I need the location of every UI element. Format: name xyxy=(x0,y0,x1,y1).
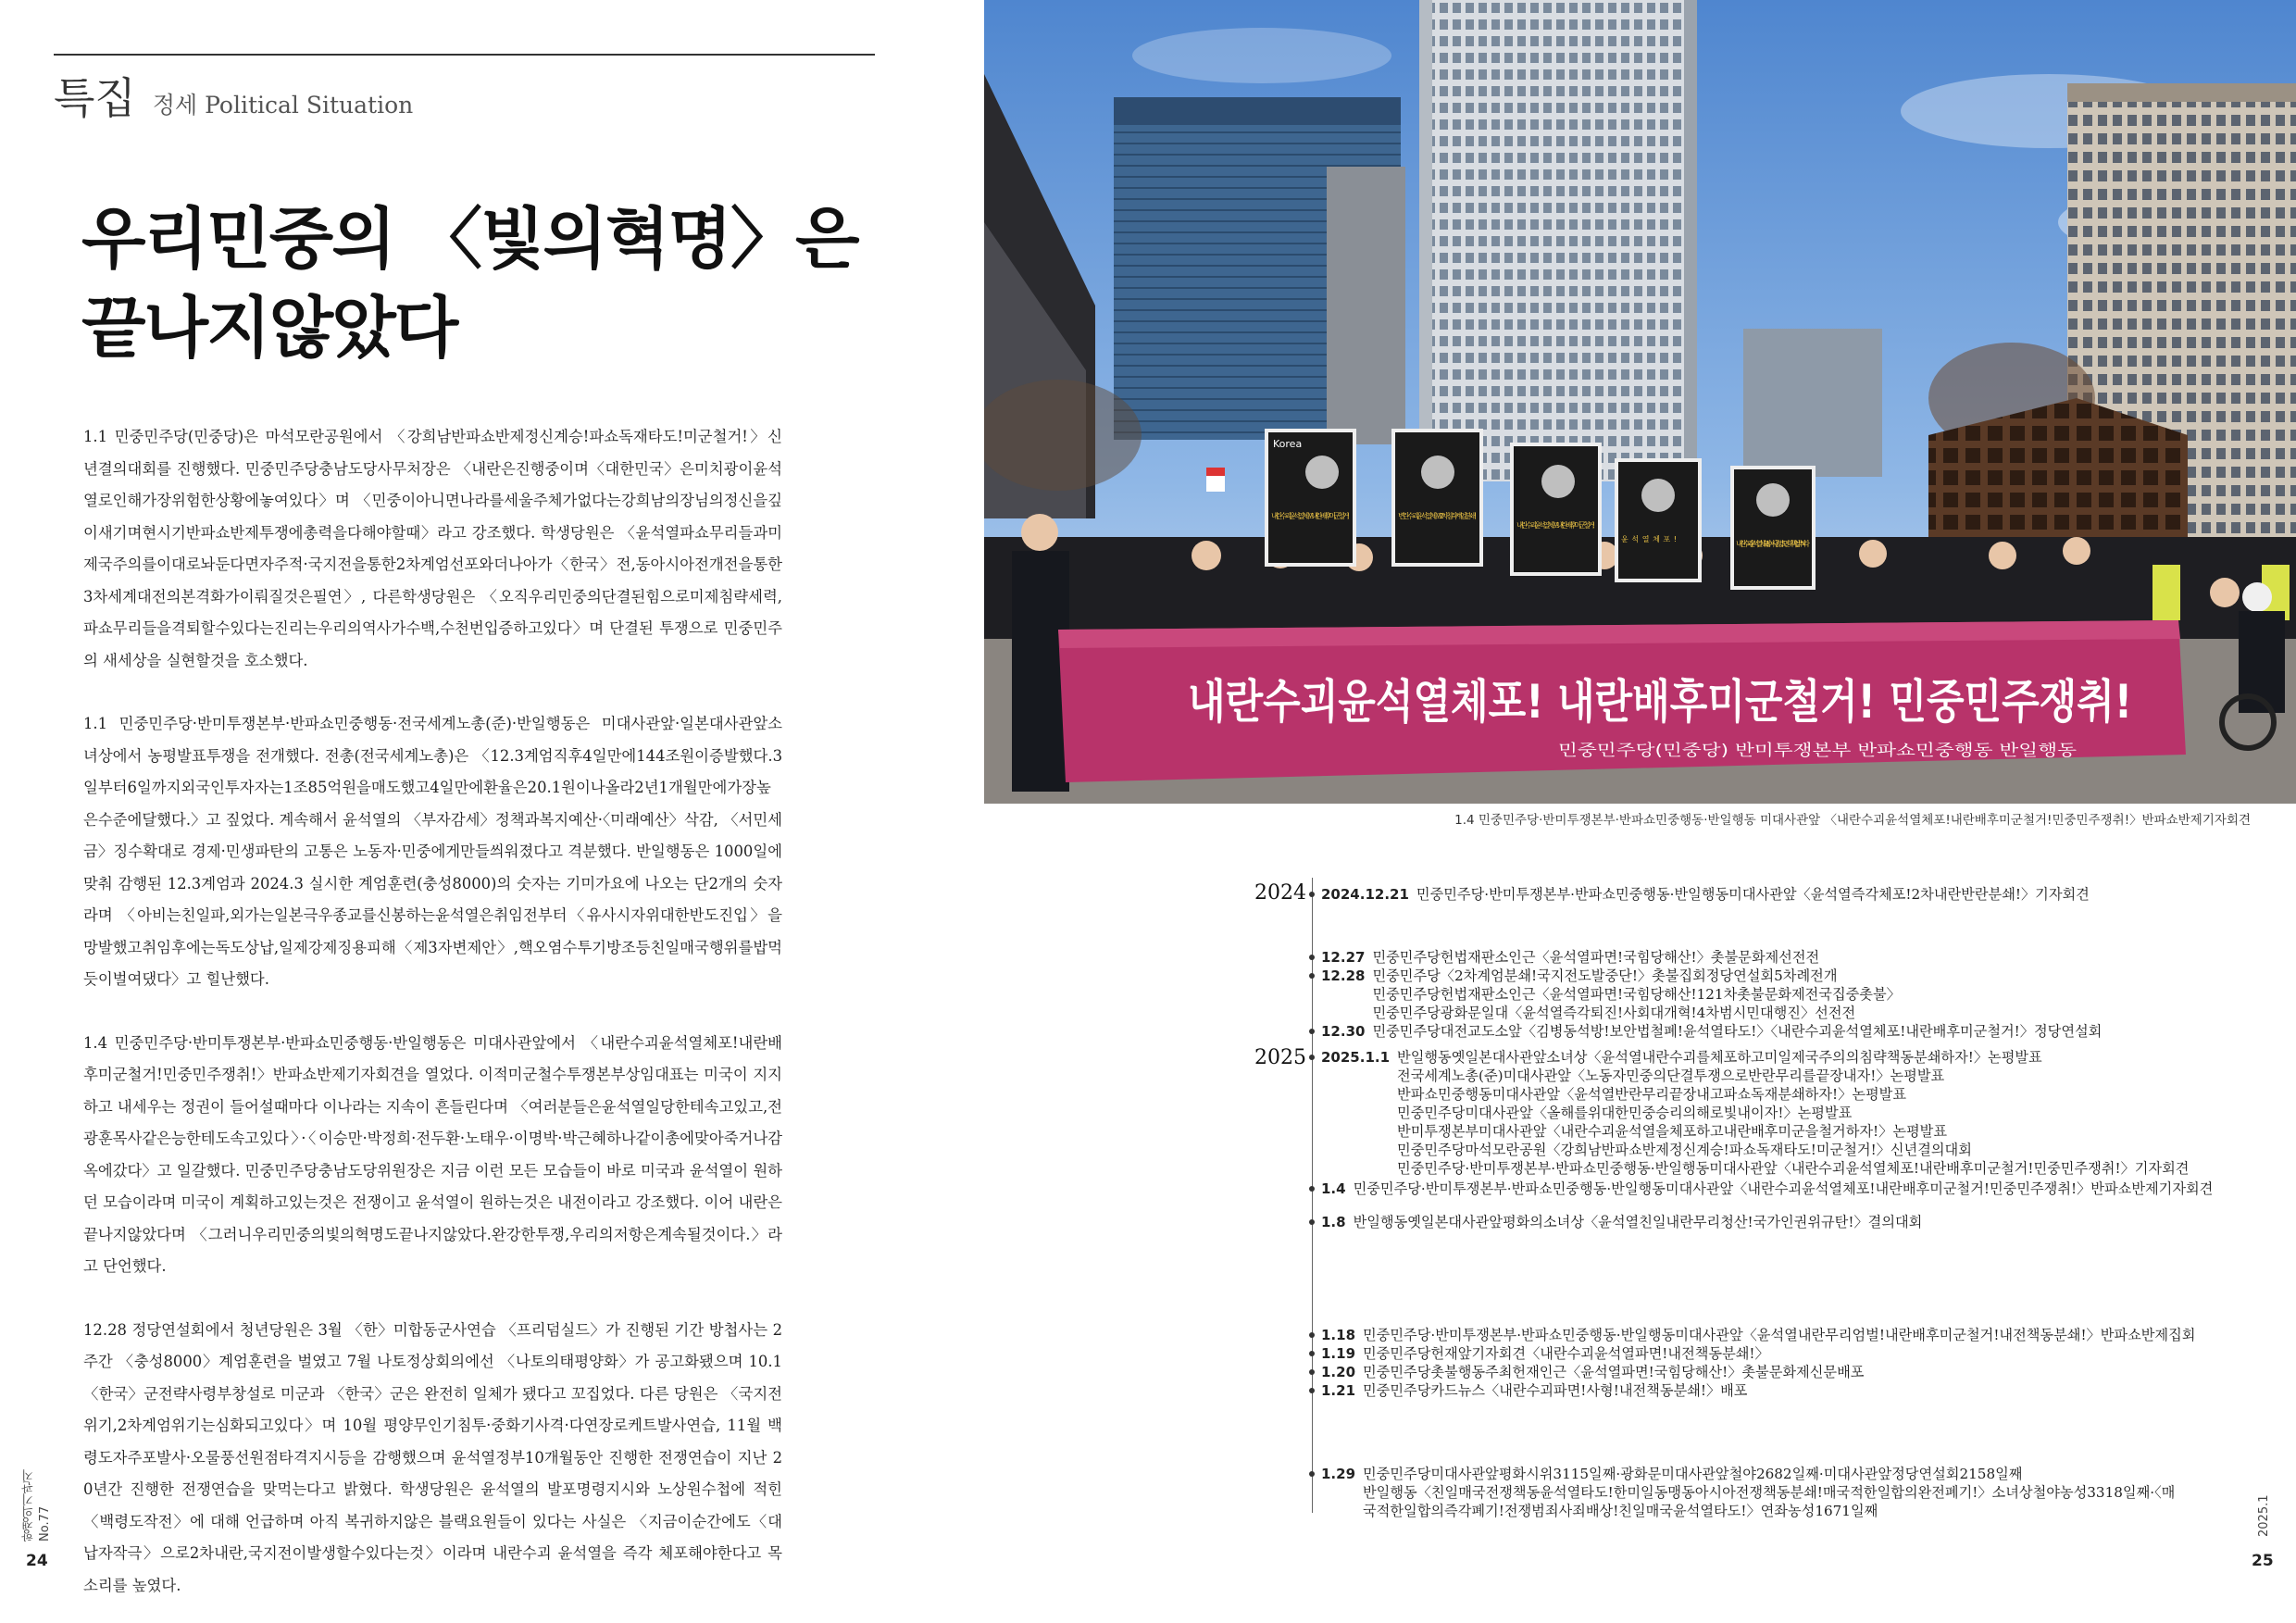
headline-line-1: 우리민중의 〈빛의혁명〉은 xyxy=(81,200,858,278)
headline xyxy=(81,194,878,372)
sign-text-3: 내란수괴 윤석열체포! 내란배후 미군철거! xyxy=(1516,521,1595,530)
timeline-entry xyxy=(1312,948,1819,967)
timeline-dot xyxy=(1309,1388,1315,1393)
section-header xyxy=(54,65,413,126)
photo-illustration xyxy=(984,0,2296,804)
timeline-text: 민중민주당마석모란공원〈강희남반파쇼반제정신계승!파쇼독재타도!미군철거!〉신년결의대회 xyxy=(1397,1142,1972,1158)
timeline-dot xyxy=(1309,1332,1315,1338)
timeline-entry xyxy=(1312,1022,2102,1041)
protest-photo xyxy=(984,0,2296,804)
paragraph: 1.1 민중민주당·반미투쟁본부·반파쇼민중행동·전국세계노총(준)·반일행동은 미대사관앞·일본대사관앞소녀상에서 농평발표투쟁을 전개했다. 전총(전국세계노총)은 〈12.3계엄직후4일만에144조원이증발했다.3일부터6일까지외국인투자자는1조85억원을매도했고4일만에환율은20.1원이나올라2년1개월만에가장높은수준에달했다.〉고 짚었다. 계속해서 윤석열의 〈부자감세〉정책과복지예산·〈미래예산〉삭감, 〈서민세금〉징수확대로 경제·민생파탄의 고통은 노동자·민중에게만들씌워졌다고 격분했다. 반일행동은 1000일에 맞춰 감행된 12.3계엄과 2024.3 실시한 계엄훈련(충성8000)의 숫자는 기미가요에 나오는 단2개의 숫자라며 〈아비는친일파,외가는일본극우종교를신봉하는윤석열은취임전부터〈유사시자위대한반도진입〉을망발했고취임후에는독도상납,일제강제징용피해〈제3자변제안〉,핵오염수투기방조등친일매국행위를밥먹듯이벌여댔다〉고 힐난했다. xyxy=(83,715,782,988)
timeline-text: 민중민주당미대사관앞〈올해를위대한민중승리의해로빛내이자!〉논평발표 xyxy=(1397,1105,1853,1121)
timeline-text: 민중민주당·반미투쟁본부·반파쇼민중행동·반일행동미대사관앞〈내란수괴윤석열체포!내란배후미군철거!민중민주쟁취!〉반파쇼반제기자회견 xyxy=(1353,1180,2214,1197)
timeline-date: 1.21 xyxy=(1321,1382,1356,1399)
timeline-text: 민중민주당·반미투쟁본부·반파쇼민중행동·반일행동미대사관앞〈윤석열즉각체포!2차내란반란분쇄!〉기자회견 xyxy=(1416,886,2090,903)
publication-vertical-label: 항쟁의기관지 No.77 xyxy=(22,1469,52,1542)
timeline-text: 민중민주당·반미투쟁본부·반파쇼민중행동·반일행동미대사관앞〈내란수괴윤석열체포!내란배후미군철거!민중민주쟁취!〉기자회견 xyxy=(1397,1160,2190,1177)
section-main: 특집 xyxy=(54,73,136,123)
photo-caption: 1.4 민중민주당·반미투쟁본부·반파쇼민중행동·반일행동 미대사관앞 〈내란수괴윤석열체포!내란배후미군철거!민중민주쟁취!〉반파쇼반제기자회견 xyxy=(1454,813,2251,828)
timeline-date: 12.27 xyxy=(1321,949,1366,966)
section-sub: 정세 Political Situation xyxy=(152,92,414,119)
headline-line-2: 끝나지않았다 xyxy=(81,289,457,367)
timeline-entry xyxy=(1312,1326,2195,1344)
page-number-right: 25 xyxy=(2252,1552,2274,1570)
timeline-dot xyxy=(1309,892,1315,897)
timeline-entry xyxy=(1312,1465,2175,1520)
timeline-text: 반일행동옛일본대사관앞소녀상〈윤석열내란수괴를체포하고미일제국주의의침략책동분쇄하자!〉논평발표 xyxy=(1397,1049,2042,1066)
timeline-dot xyxy=(1309,955,1315,960)
timeline-entry xyxy=(1312,1048,2189,1178)
sign-text-2: 변란수괴 윤석열체포! 2차침략계엄분쇄! xyxy=(1398,512,1477,520)
paragraph: 12.28 정당연설회에서 청년당원은 3월 〈한〉미합동군사연습 〈프리덤실드〉가 진행된 기간 방첩사는 2주간 〈충성8000〉계엄훈련을 벌였고 7월 나토정상회의에선 〈나토의태평양화〉가 공고화됐으며 10.1 〈한국〉군전략사령부창설로 미군과 〈한국〉군은 완전히 일체가 됐다고 꼬집었다. 다른 당원은 〈국지전위기,2차계엄위기는심화되고있다〉며 10월 평양무인기침투·중화기사격·다연장로케트발사연습, 11월 백령도자주포발사·오물풍선원점타격지시등을 감행했으며 윤석열정부10개월동안 진행한 전쟁연습이 지난 20년간 진행한 전쟁연습을 맞먹는다고 밝혔다. 학생당원은 윤석열의 발포명령지시와 노상원수첩에 적힌 〈백령도작전〉에 대해 언급하며 아직 복귀하지않은 블랙요원들이 있다는 사실은 〈지금이순간에도〈대납자작극〉으로2차내란,국지전이발생할수있다는것〉이라며 내란수괴 윤석열을 즉각 체포해야한다고 목소리를 높였다. xyxy=(83,1320,782,1594)
timeline-date: 12.28 xyxy=(1321,968,1366,984)
timeline-entry xyxy=(1312,1180,2213,1198)
timeline-entry xyxy=(1312,885,2090,904)
sign-korea-label: Korea xyxy=(1273,438,1303,450)
timeline-text: 반파쇼민중행동미대사관앞〈윤석열반란무리끝장내고파쇼독재분쇄하자!〉논평발표 xyxy=(1397,1086,1906,1103)
top-rule xyxy=(54,54,875,56)
banner-organizations: 민중민주당(민중당) 반미투쟁본부 반파쇼민중행동 반일행동 xyxy=(1558,742,1966,760)
timeline-entry xyxy=(1312,1213,1922,1231)
timeline-text: 민중민주당대전교도소앞〈김병동석방!보안법철폐!윤석열타도!〉〈내란수괴윤석열체포!내란배후미군철거!〉정당연설회 xyxy=(1372,1023,2103,1040)
timeline-date: 1.18 xyxy=(1321,1327,1356,1343)
sign-text-5: 내란수괴 윤석열체포! 김여사 공범도 연대책임 밝혀라 xyxy=(1736,540,1810,548)
timeline-text: 반일행동옛일본대사관앞평화의소녀상〈윤석열친일내란무리청산!국가인권위규탄!〉결의대회 xyxy=(1353,1214,1923,1230)
timeline-text: 민중민주당〈2차계엄분쇄!국지전도발중단!〉촛불집회정당연설회5차례전개 xyxy=(1372,968,1838,984)
banner-slogan: 내란수괴윤석열체포! 내란배후미군철거! 민중민주쟁취! xyxy=(1188,675,2132,729)
timeline-date: 2025.1.1 xyxy=(1321,1049,1391,1066)
timeline-text: 민중민주당촛불행동주최헌재인근〈윤석열파면!국힘당해산!〉촛불문화제신문배포 xyxy=(1363,1364,1865,1380)
timeline-text: 민중민주당카드뉴스〈내란수괴파면!사형!내전책동분쇄!〉배포 xyxy=(1363,1382,1748,1399)
timeline-entry xyxy=(1312,1381,1747,1400)
timeline-dot xyxy=(1309,1186,1315,1192)
timeline-date: 12.30 xyxy=(1321,1023,1366,1040)
timeline-dot xyxy=(1309,1351,1315,1356)
paragraph: 1.1 민중민주당(민중당)은 마석모란공원에서 〈강희남반파쇼반제정신계승!파쇼독재타도!미군철거!〉신년결의대회를 진행했다. 민중민주당충남도당사무처장은 〈내란은진행중이며〈대한민국〉은미치광이윤석열로인해가장위험한상황에놓여있다〉며 〈민중이아니면나라를세울주체가없다는강희남의장님의정신을깊이새기며현시기반파쇼반제투쟁에총력을다해야할때〉라고 강조했다. 학생당원은 〈윤석열파쇼무리들과미제국주의를이대로놔둔다면자주적·국지전을통한2차계엄선포와더나아가〈한국〉전,동아시아전개전을통한3차세계대전의본격화가이뤄질것은필연〉, 다른학생당원은 〈오직우리민중의단결된힘으로미제침략세력,파쇼무리들을격퇴할수있다는진리는우리의역사가수백,수천번입증하고있다〉며 단결된 투쟁으로 민중민주의 새세상을 실현할것을 호소했다. xyxy=(83,428,782,669)
timeline-dot xyxy=(1309,973,1315,979)
timeline-year-2024: 2024 xyxy=(1254,881,1306,905)
timeline-text: 국적한일합의즉각폐기!전쟁범죄사죄배상!친일매국윤석열타도!〉연좌농성1671일째 xyxy=(1363,1503,1878,1519)
timeline-date: 1.20 xyxy=(1321,1364,1356,1380)
timeline-text: 반미투쟁본부미대사관앞〈내란수괴윤석열을체포하고내란배후미군을철거하자!〉논평발표 xyxy=(1397,1123,1948,1140)
timeline-text: 민중민주당헌재앞기자회견〈내란수괴윤석열파면!내전책동분쇄!〉 xyxy=(1363,1345,1769,1362)
timeline-text: 반일행동〈친일매국전쟁책동윤석열타도!한미일동맹동아시아전쟁책동분쇄!매국적한일합의완전폐기!〉소녀상철야농성3318일째·〈매 xyxy=(1363,1484,2176,1501)
page-number-left: 24 xyxy=(26,1552,48,1570)
timeline-entry xyxy=(1312,1363,1864,1381)
timeline-text: 민중민주당헌법재판소인근〈윤석열파면!국힘당해산!〉촛불문화제선전전 xyxy=(1372,949,1820,966)
timeline-entry xyxy=(1312,967,1901,1022)
timeline-entry xyxy=(1312,1344,1769,1363)
timeline-date: 1.19 xyxy=(1321,1345,1356,1362)
issue-date-vertical: 2025.1 xyxy=(2257,1494,2271,1537)
timeline-text: 민중민주당미대사관앞평화시위3115일째·광화문미대사관앞철야2682일째·미대사관앞정당연설회2158일째 xyxy=(1363,1466,2023,1482)
timeline-text: 전국세계노총(준)미대사관앞〈노동자민중의단결투쟁으로반란무리를끝장내자!〉논평발표 xyxy=(1397,1067,1945,1084)
timeline-dot xyxy=(1309,1219,1315,1225)
paragraph: 1.4 민중민주당·반미투쟁본부·반파쇼민중행동·반일행동은 미대사관앞에서 〈내란수괴윤석열체포!내란배후미군철거!민중민주쟁취!〉반파쇼반제기자회견을 열었다. 이적미군철수투쟁본부상임대표는 미국이 지지하고 내세우는 정권이 들어설때마다 이나라는 지속이 흔들린다며 〈여러분들은윤석열일당한테속고있고,전광훈목사같은능한테도속고있다〉·〈이승만·박정희·전두환·노태우·이명박·박근혜하나같이총에맞아죽거나감옥에갔다〉고 일갈했다. 민중민주당충남도당위원장은 지금 이런 모든 모습들이 바로 미국과 윤석열이 원하던 모습이라며 미국이 계획하고있는것은 전쟁이고 윤석열이 원하는것은 내전이라고 강조했다. 이어 내란은 끝나지않았다며 〈그러니우리민중의빛의혁명도끝나지않았다.완강한투쟁,우리의저항은계속될것이다.〉라고 단언했다. xyxy=(83,1033,782,1275)
sign-text-1: 내란수괴 윤석열체포! 내란배후 미군철거! xyxy=(1271,512,1350,520)
sign-text-4: 윤석열체포! xyxy=(1621,535,1677,543)
article-body xyxy=(83,421,782,1623)
timeline-date: 2024.12.21 xyxy=(1321,886,1409,903)
timeline-dot xyxy=(1309,1369,1315,1375)
timeline-dot xyxy=(1309,1471,1315,1477)
timeline-text: 민중민주당헌법재판소인근〈윤석열파면!국힘당해산!121차촛불문화제전국집중촛불〉 xyxy=(1372,986,1901,1003)
timeline-date: 1.8 xyxy=(1321,1214,1346,1230)
timeline-text: 민중민주당·반미투쟁본부·반파쇼민중행동·반일행동미대사관앞〈윤석열내란무리엄벌!내란배후미군철거!내전책동분쇄!〉반파쇼반제집회 xyxy=(1363,1327,2196,1343)
timeline-dot xyxy=(1309,1055,1315,1060)
timeline-dot xyxy=(1309,1029,1315,1034)
timeline-text: 민중민주당광화문일대〈윤석열즉각퇴진!사회대개혁!4차범시민대행진〉선전전 xyxy=(1372,1005,1856,1021)
protest-banner xyxy=(1058,620,2186,782)
timeline-date: 1.29 xyxy=(1321,1466,1356,1482)
timeline-date: 1.4 xyxy=(1321,1180,1346,1197)
timeline-year-2025: 2025 xyxy=(1254,1046,1306,1069)
